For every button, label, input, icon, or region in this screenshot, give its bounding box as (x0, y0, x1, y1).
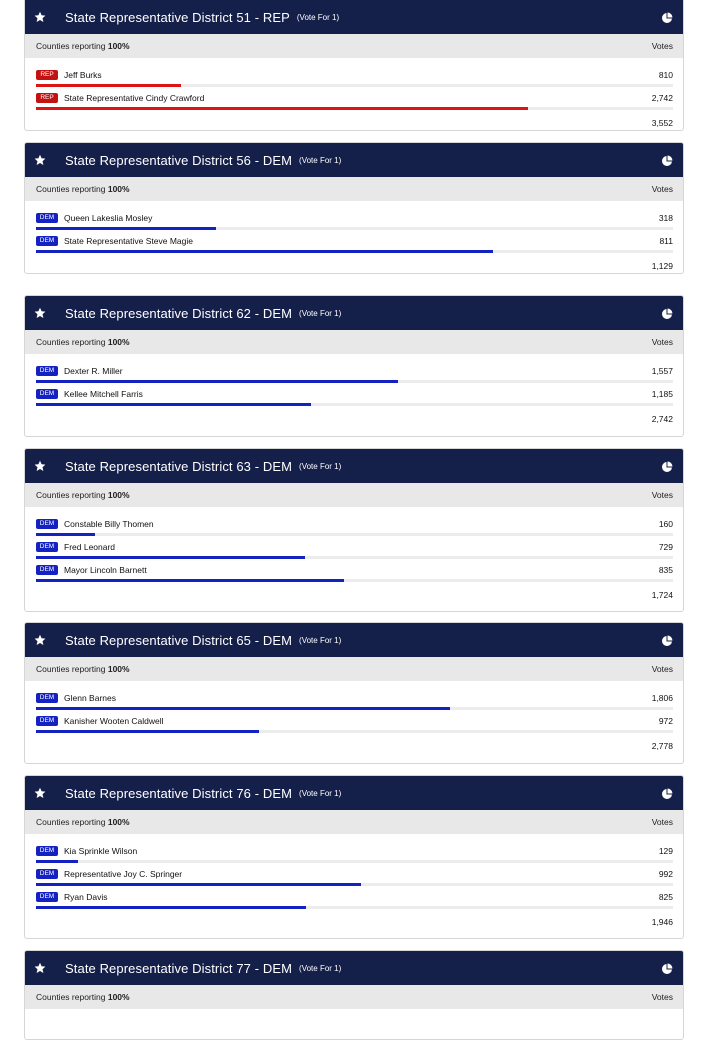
candidate-name: Constable Billy Thomen (64, 518, 154, 529)
vote-share-bar (36, 227, 673, 230)
vote-share-fill (36, 707, 450, 710)
counties-reporting-label: Counties reporting (36, 41, 106, 51)
race-card (24, 950, 684, 1040)
counties-reporting-label: Counties reporting (36, 817, 106, 827)
pie-chart-icon[interactable] (661, 307, 673, 319)
vote-share-fill (36, 227, 216, 230)
candidate-votes: 1,185 (651, 388, 673, 399)
candidate-row (36, 561, 673, 584)
candidate-name: Dexter R. Miller (64, 365, 123, 376)
candidate-name: Kanisher Wooten Caldwell (64, 715, 164, 726)
race-title: State Representative District 56 - DEM (65, 152, 293, 168)
vote-share-bar (36, 579, 673, 582)
race-card (24, 295, 684, 437)
race-card (24, 0, 684, 131)
party-badge: DEM (36, 846, 58, 856)
candidate-votes: 811 (659, 235, 673, 246)
vote-share-fill (36, 883, 361, 886)
party-badge: DEM (36, 213, 58, 223)
vote-for-label: (Vote For 1) (299, 461, 342, 471)
race-header (25, 143, 683, 177)
star-icon[interactable] (33, 153, 47, 167)
pie-chart-icon[interactable] (661, 11, 673, 23)
candidate-row (36, 515, 673, 538)
vote-share-fill (36, 250, 493, 253)
vote-share-bar (36, 883, 673, 886)
counties-reporting (36, 41, 130, 51)
candidate-row (36, 66, 673, 89)
counties-reporting (36, 992, 130, 1002)
candidate-name: Representative Joy C. Springer (64, 868, 183, 879)
candidate-row (36, 538, 673, 561)
candidate-list (25, 1009, 683, 1017)
votes-column-header: Votes (651, 184, 673, 194)
counties-reporting-percent: 100% (107, 41, 130, 51)
counties-reporting-percent: 100% (107, 817, 130, 827)
total-votes: 3,552 (651, 118, 673, 128)
race-header (25, 951, 683, 985)
race-title: State Representative District 65 - DEM (65, 632, 293, 648)
candidate-list (25, 834, 683, 911)
counties-reporting-percent: 100% (107, 664, 130, 674)
total-votes: 1,129 (651, 261, 673, 271)
star-icon[interactable] (33, 459, 47, 473)
candidate-name: Kellee Mitchell Farris (64, 388, 143, 399)
candidate-name: State Representative Cindy Crawford (64, 92, 205, 103)
votes-column-header: Votes (651, 490, 673, 500)
candidate-list (25, 507, 683, 584)
candidate-list (25, 58, 683, 112)
star-icon[interactable] (33, 786, 47, 800)
vote-for-label: (Vote For 1) (299, 788, 342, 798)
votes-column-header: Votes (651, 664, 673, 674)
vote-share-fill (36, 403, 311, 406)
party-badge: DEM (36, 716, 58, 726)
counties-reporting-label: Counties reporting (36, 184, 106, 194)
vote-share-bar (36, 556, 673, 559)
party-badge: DEM (36, 389, 58, 399)
candidate-row (36, 362, 673, 385)
candidate-votes: 972 (658, 715, 673, 726)
candidate-name: Mayor Lincoln Barnett (64, 564, 147, 575)
total-votes (25, 1017, 683, 1040)
vote-share-bar (36, 707, 673, 710)
candidate-votes: 160 (658, 518, 673, 529)
vote-for-label: (Vote For 1) (299, 635, 342, 645)
star-icon[interactable] (33, 961, 47, 975)
party-badge: DEM (36, 519, 58, 529)
candidate-list (25, 681, 683, 735)
vote-share-fill (36, 556, 305, 559)
vote-share-bar (36, 533, 673, 536)
candidate-row (36, 689, 673, 712)
candidate-votes: 729 (658, 541, 673, 552)
vote-for-label: (Vote For 1) (299, 963, 342, 973)
vote-share-bar (36, 906, 673, 909)
reporting-bar (25, 177, 683, 201)
vote-share-bar (36, 730, 673, 733)
counties-reporting-percent: 100% (107, 184, 130, 194)
candidate-votes: 835 (658, 564, 673, 575)
party-badge: DEM (36, 542, 58, 552)
candidate-row (36, 888, 673, 911)
candidate-row (36, 89, 673, 112)
candidate-name: Fred Leonard (64, 541, 116, 552)
candidate-list (25, 201, 683, 255)
counties-reporting-label: Counties reporting (36, 337, 106, 347)
counties-reporting-percent: 100% (107, 992, 130, 1002)
race-title: State Representative District 62 - DEM (65, 305, 293, 321)
vote-for-label: (Vote For 1) (299, 308, 342, 318)
counties-reporting (36, 184, 130, 194)
vote-share-bar (36, 84, 673, 87)
race-card (24, 622, 684, 764)
candidate-row (36, 232, 673, 255)
candidate-name: Kia Sprinkle Wilson (64, 845, 138, 856)
pie-chart-icon[interactable] (661, 787, 673, 799)
candidate-row (36, 865, 673, 888)
vote-share-fill (36, 533, 95, 536)
reporting-bar (25, 985, 683, 1009)
race-header (25, 776, 683, 810)
vote-share-fill (36, 579, 344, 582)
vote-share-bar (36, 860, 673, 863)
party-badge: DEM (36, 869, 58, 879)
party-badge: DEM (36, 892, 58, 902)
race-header (25, 449, 683, 483)
reporting-bar (25, 34, 683, 58)
candidate-votes: 318 (658, 212, 673, 223)
candidate-votes: 2,742 (651, 92, 673, 103)
vote-share-fill (36, 860, 78, 863)
vote-share-bar (36, 403, 673, 406)
candidate-row (36, 385, 673, 408)
candidate-votes: 1,806 (651, 692, 673, 703)
pie-chart-icon[interactable] (661, 460, 673, 472)
votes-column-header: Votes (651, 41, 673, 51)
race-header (25, 0, 683, 34)
star-icon[interactable] (33, 633, 47, 647)
counties-reporting-percent: 100% (107, 490, 130, 500)
counties-reporting-label: Counties reporting (36, 992, 106, 1002)
votes-column-header: Votes (651, 817, 673, 827)
counties-reporting-label: Counties reporting (36, 490, 106, 500)
reporting-bar (25, 483, 683, 507)
vote-share-fill (36, 107, 528, 110)
votes-column-header: Votes (651, 337, 673, 347)
star-icon[interactable] (33, 306, 47, 320)
vote-share-fill (36, 730, 259, 733)
race-header (25, 296, 683, 330)
candidate-name: Glenn Barnes (64, 692, 116, 703)
counties-reporting (36, 337, 130, 347)
total-votes: 2,778 (651, 741, 673, 751)
candidate-name: Jeff Burks (64, 69, 102, 80)
race-title: State Representative District 63 - DEM (65, 458, 293, 474)
race-card (24, 775, 684, 939)
party-badge: DEM (36, 565, 58, 575)
race-card (24, 448, 684, 612)
candidate-list (25, 354, 683, 408)
reporting-bar (25, 810, 683, 834)
race-header (25, 623, 683, 657)
vote-share-bar (36, 250, 673, 253)
party-badge: REP (36, 70, 58, 80)
party-badge: DEM (36, 693, 58, 703)
reporting-bar (25, 657, 683, 681)
reporting-bar (25, 330, 683, 354)
vote-share-bar (36, 380, 673, 383)
total-votes: 1,724 (651, 590, 673, 600)
candidate-votes: 1,557 (651, 365, 673, 376)
counties-reporting (36, 490, 130, 500)
race-title: State Representative District 76 - DEM (65, 785, 293, 801)
vote-share-bar (36, 107, 673, 110)
race-title: State Representative District 51 - REP (65, 9, 290, 25)
counties-reporting (36, 817, 130, 827)
votes-column-header: Votes (651, 992, 673, 1002)
vote-share-fill (36, 84, 181, 87)
race-title: State Representative District 77 - DEM (65, 960, 293, 976)
vote-for-label: (Vote For 1) (296, 12, 340, 22)
candidate-votes: 825 (658, 891, 673, 902)
vote-for-label: (Vote For 1) (299, 155, 342, 165)
total-votes: 2,742 (651, 414, 673, 424)
counties-reporting-percent: 100% (107, 337, 130, 347)
pie-chart-icon[interactable] (661, 154, 673, 166)
candidate-row (36, 842, 673, 865)
candidate-name: Ryan Davis (64, 891, 108, 902)
candidate-votes: 992 (658, 868, 673, 879)
vote-share-fill (36, 380, 398, 383)
candidate-name: State Representative Steve Magie (64, 235, 193, 246)
pie-chart-icon[interactable] (661, 634, 673, 646)
candidate-name: Queen Lakeslia Mosley (64, 212, 153, 223)
party-badge: REP (36, 93, 58, 103)
counties-reporting-label: Counties reporting (36, 664, 106, 674)
race-card (24, 142, 684, 274)
total-votes: 1,946 (651, 917, 673, 927)
party-badge: DEM (36, 366, 58, 376)
candidate-row (36, 209, 673, 232)
party-badge: DEM (36, 236, 58, 246)
candidate-votes: 129 (658, 845, 673, 856)
candidate-votes: 810 (658, 69, 673, 80)
counties-reporting (36, 664, 130, 674)
pie-chart-icon[interactable] (661, 962, 673, 974)
vote-share-fill (36, 906, 306, 909)
star-icon[interactable] (33, 10, 47, 24)
candidate-row (36, 712, 673, 735)
